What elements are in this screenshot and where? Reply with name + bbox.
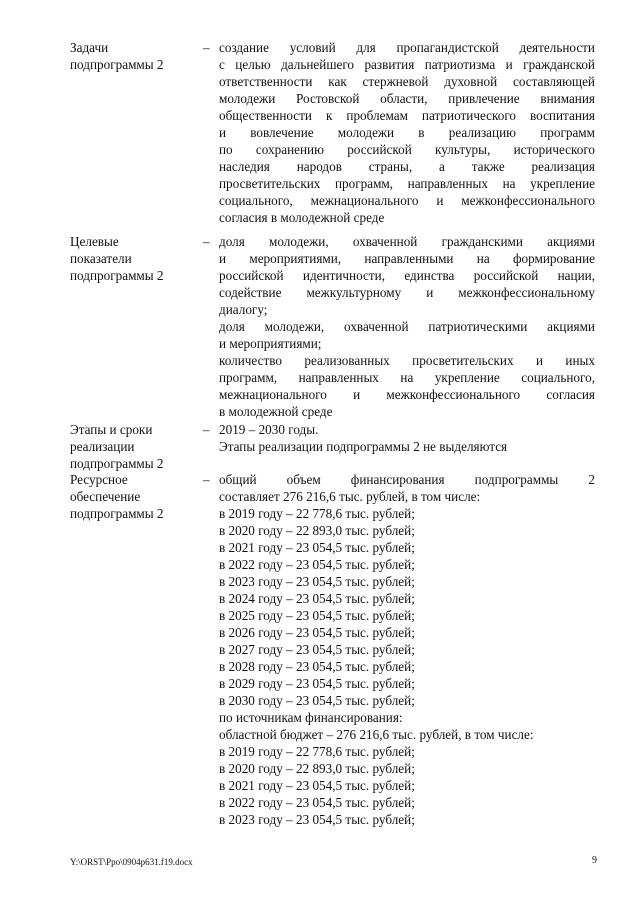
content-line: общий объем финансирования подпрограммы 2 [219,472,595,487]
footer-file-path: Y:\ORST\Ppo\0904p631.f19.docx [70,857,193,867]
section-label-line: Целевые [70,234,119,249]
content-line: молодежи Ростовской области, привлечение внимания [219,91,595,106]
section-label-line: показатели [70,251,132,266]
dash-marker: – [203,422,210,437]
content-line: в 2021 году – 23 054,5 тыс. рублей; [219,540,415,555]
section-label-line: подпрограммы 2 [70,268,164,283]
section-content [219,233,595,420]
content-line: ответственности как стержневой духовной составляющей [219,74,595,89]
content-line: в 2021 году – 23 054,5 тыс. рублей; [219,778,415,793]
section-content [219,471,595,828]
section-content [219,39,595,226]
section-label-line: подпрограммы 2 [70,456,164,471]
content-line: российской идентичности, единства российской нации, [219,268,595,283]
content-line: количество реализованных просветительских и иных [219,353,595,368]
content-line: создание условий для пропагандистской деятельности [219,40,595,55]
section-label-line: Задачи [70,40,109,55]
content-line: в молодежной среде [219,404,333,419]
section-label [70,233,195,284]
content-line: наследия народов страны, а также реализация [219,159,595,174]
section-label-line: подпрограммы 2 [70,506,164,521]
content-line: программ, направленных на укрепление социального, [219,370,595,385]
content-line: просветительских программ, направленных на укрепление [219,176,595,191]
section-label-line: реализации [70,439,135,454]
content-line: и мероприятиями; [219,336,322,351]
content-line: общественности к проблемам патриотического воспитания [219,108,595,123]
section-label [70,39,195,73]
content-line: диалогу; [219,302,268,317]
content-line: в 2019 году – 22 778,6 тыс. рублей; [219,506,415,521]
content-line: Этапы реализации подпрограммы 2 не выделяются [219,439,508,454]
content-line: в 2022 году – 23 054,5 тыс. рублей; [219,557,415,572]
content-line: содействие межкультурному и межконфессиональному [219,285,595,300]
content-line: в 2029 году – 23 054,5 тыс. рублей; [219,676,415,691]
content-line: по источникам финансирования: [219,710,403,725]
dash-marker: – [203,472,210,487]
content-line: в 2024 году – 23 054,5 тыс. рублей; [219,591,415,606]
content-line: с целью дальнейшего развития патриотизма и гражданской [219,57,595,72]
content-line: составляет 276 216,6 тыс. рублей, в том числе: [219,489,481,504]
section-content [219,421,595,455]
content-line: в 2020 году – 22 893,0 тыс. рублей; [219,761,415,776]
section-label-line: обеспечение [70,489,141,504]
content-line: доля молодежи, охваченной гражданскими акциями [219,234,595,249]
section-label-line: подпрограммы 2 [70,57,164,72]
content-line: в 2028 году – 23 054,5 тыс. рублей; [219,659,415,674]
section-label-line: Этапы и сроки [70,422,153,437]
dash-marker: – [203,234,210,249]
content-line: в 2026 году – 23 054,5 тыс. рублей; [219,625,415,640]
content-line: областной бюджет – 276 216,6 тыс. рублей, в том числе: [219,727,534,742]
content-line: в 2025 году – 23 054,5 тыс. рублей; [219,608,415,623]
content-line: в 2023 году – 23 054,5 тыс. рублей; [219,812,415,827]
footer-page-number: 9 [592,855,597,866]
content-line: доля молодежи, охваченной патриотическими акциями [219,319,595,334]
content-line: в 2030 году – 23 054,5 тыс. рублей; [219,693,415,708]
content-line: по сохранению российской культуры, исторического [219,142,595,157]
content-line: и вовлечение молодежи в реализацию программ [219,125,595,140]
content-line: межнационального и межконфессионального согласия [219,387,595,402]
dash-marker: – [203,40,210,55]
content-line: социального, межнационального и межконфессионального [219,193,595,208]
content-line: в 2023 году – 23 054,5 тыс. рублей; [219,574,415,589]
content-line: согласия в молодежной среде [219,210,385,225]
section-label [70,471,195,522]
content-line: 2019 – 2030 годы. [219,422,319,437]
section-label-line: Ресурсное [70,472,128,487]
content-line: в 2027 году – 23 054,5 тыс. рублей; [219,642,415,657]
section-label [70,421,195,472]
content-line: и мероприятиями, направленными на формирование [219,251,595,266]
content-line: в 2019 году – 22 778,6 тыс. рублей; [219,744,415,759]
content-line: в 2020 году – 22 893,0 тыс. рублей; [219,523,415,538]
content-line: в 2022 году – 23 054,5 тыс. рублей; [219,795,415,810]
